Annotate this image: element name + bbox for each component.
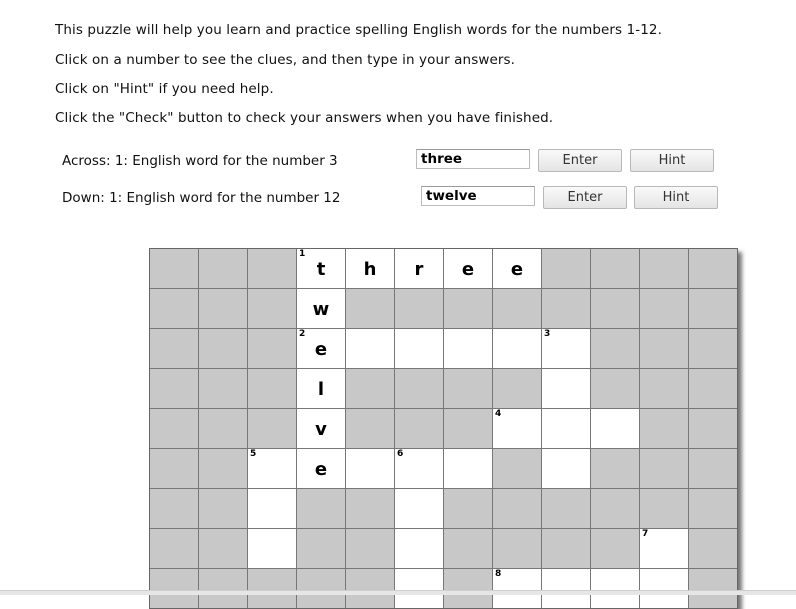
cell-letter: w	[312, 299, 330, 320]
crossword-cell-blocked	[248, 409, 296, 448]
crossword-cell-white[interactable]	[346, 329, 394, 368]
window-bottom-edge	[0, 590, 796, 595]
instruction-4: Click the "Check" button to check your answers when you have finished.	[55, 110, 554, 126]
crossword-cell-blocked	[346, 489, 394, 528]
clue-number[interactable]: 5	[250, 449, 257, 459]
across-hint-button[interactable]: Hint	[630, 149, 714, 172]
crossword-cell-blocked	[640, 369, 688, 408]
down-hint-button[interactable]: Hint	[634, 186, 718, 209]
crossword-cell-white[interactable]	[395, 489, 443, 528]
crossword-cells	[150, 249, 737, 608]
crossword-cell-blocked	[199, 529, 247, 568]
crossword-cell-blocked	[395, 369, 443, 408]
crossword-cell-white[interactable]	[444, 329, 492, 368]
crossword-cell-blocked	[444, 369, 492, 408]
crossword-cell-blocked	[444, 409, 492, 448]
cell-letter: l	[317, 379, 325, 400]
crossword-cell-white[interactable]	[493, 249, 541, 288]
crossword-cell-blocked	[689, 249, 737, 288]
crossword-cell-white[interactable]	[591, 569, 639, 608]
crossword-cell-blocked	[199, 409, 247, 448]
crossword-cell-blocked	[689, 449, 737, 488]
crossword-cell-blocked	[689, 289, 737, 328]
crossword-cell-blocked	[199, 249, 247, 288]
clue-number[interactable]: 4	[495, 409, 502, 419]
clue-number[interactable]: 3	[544, 329, 551, 339]
crossword-cell-blocked	[346, 569, 394, 608]
clue-number[interactable]: 7	[642, 529, 649, 539]
crossword-cell-white[interactable]	[444, 249, 492, 288]
crossword-cell-blocked	[248, 569, 296, 608]
crossword-cell-blocked	[689, 409, 737, 448]
clue-number[interactable]: 6	[397, 449, 404, 459]
crossword-cell-blocked	[150, 329, 198, 368]
crossword-cell-blocked	[444, 289, 492, 328]
crossword-cell-blocked	[591, 529, 639, 568]
crossword-cell-white[interactable]	[493, 569, 541, 608]
crossword-cell-blocked	[444, 529, 492, 568]
crossword-cell-white[interactable]	[297, 329, 345, 368]
crossword-cell-blocked	[689, 369, 737, 408]
crossword-cell-white[interactable]	[248, 489, 296, 528]
crossword-cell-blocked	[297, 569, 345, 608]
down-enter-button[interactable]: Enter	[543, 186, 627, 209]
crossword-cell-white[interactable]	[640, 569, 688, 608]
crossword-cell-white[interactable]	[346, 249, 394, 288]
crossword-cell-blocked	[591, 449, 639, 488]
crossword-cell-white[interactable]	[297, 409, 345, 448]
crossword-cell-blocked	[640, 289, 688, 328]
crossword-cell-white[interactable]	[395, 569, 443, 608]
crossword-cell-white[interactable]	[493, 329, 541, 368]
crossword-cell-blocked	[346, 369, 394, 408]
crossword-cell-blocked	[493, 449, 541, 488]
crossword-cell-blocked	[444, 489, 492, 528]
cell-letter: r	[414, 259, 424, 280]
crossword-cell-blocked	[591, 329, 639, 368]
cell-letter: e	[510, 259, 524, 280]
crossword-cell-blocked	[591, 289, 639, 328]
crossword-cell-blocked	[297, 489, 345, 528]
down-answer-input[interactable]	[421, 186, 535, 206]
crossword-cell-blocked	[395, 409, 443, 448]
crossword-cell-blocked	[150, 569, 198, 608]
crossword-cell-white[interactable]	[542, 329, 590, 368]
crossword-cell-white[interactable]	[297, 449, 345, 488]
crossword-cell-blocked	[493, 369, 541, 408]
crossword-cell-blocked	[199, 329, 247, 368]
instruction-1: This puzzle will help you learn and practice spelling English words for the numbers 1-12.	[55, 22, 662, 38]
instruction-3: Click on "Hint" if you need help.	[55, 81, 274, 97]
across-answer-input[interactable]	[416, 149, 530, 169]
crossword-cell-blocked	[150, 249, 198, 288]
crossword-cell-white[interactable]	[444, 449, 492, 488]
cell-letter: v	[315, 419, 327, 440]
crossword-cell-white[interactable]	[542, 369, 590, 408]
crossword-cell-blocked	[248, 289, 296, 328]
crossword-cell-white[interactable]	[591, 409, 639, 448]
crossword-cell-blocked	[199, 289, 247, 328]
cell-letter: e	[461, 259, 475, 280]
crossword-cell-blocked	[248, 329, 296, 368]
crossword-cell-blocked	[493, 289, 541, 328]
crossword-cell-blocked	[150, 409, 198, 448]
crossword-cell-white[interactable]	[395, 529, 443, 568]
crossword-cell-white[interactable]	[395, 329, 443, 368]
crossword-cell-blocked	[542, 529, 590, 568]
crossword-cell-blocked	[591, 369, 639, 408]
crossword-cell-blocked	[150, 449, 198, 488]
clue-number[interactable]: 2	[299, 329, 306, 339]
clue-number[interactable]: 8	[495, 569, 502, 579]
crossword-cell-blocked	[199, 449, 247, 488]
crossword-cell-white[interactable]	[542, 569, 590, 608]
crossword-cell-blocked	[248, 369, 296, 408]
across-enter-button[interactable]: Enter	[538, 149, 622, 172]
crossword-cell-white[interactable]	[297, 289, 345, 328]
cell-letter: e	[314, 339, 328, 360]
crossword-cell-blocked	[689, 569, 737, 608]
crossword-cell-blocked	[640, 449, 688, 488]
crossword-cell-blocked	[493, 489, 541, 528]
crossword-cell-white[interactable]	[248, 449, 296, 488]
crossword-cell-blocked	[199, 489, 247, 528]
crossword-cell-blocked	[591, 249, 639, 288]
across-clue-label: Across: 1: English word for the number 3	[62, 153, 338, 169]
crossword-cell-blocked	[640, 249, 688, 288]
clue-number[interactable]: 1	[299, 249, 306, 259]
crossword-cell-blocked	[689, 329, 737, 368]
crossword-cell-blocked	[689, 529, 737, 568]
crossword-cell-white[interactable]	[640, 529, 688, 568]
crossword-cell-white[interactable]	[297, 369, 345, 408]
across-clue-row	[62, 149, 742, 173]
crossword-cell-blocked	[689, 489, 737, 528]
cell-letter: e	[314, 459, 328, 480]
crossword-cell-white[interactable]	[395, 249, 443, 288]
crossword-cell-blocked	[150, 529, 198, 568]
crossword-cell-blocked	[248, 249, 296, 288]
crossword-cell-white[interactable]	[542, 449, 590, 488]
crossword-cell-blocked	[199, 569, 247, 608]
crossword-cell-blocked	[150, 489, 198, 528]
instruction-2: Click on a number to see the clues, and then type in your answers.	[55, 52, 516, 68]
crossword-cell-blocked	[150, 369, 198, 408]
crossword-cell-blocked	[640, 329, 688, 368]
crossword-cell-blocked	[640, 489, 688, 528]
crossword-cell-blocked	[444, 569, 492, 608]
crossword-cell-blocked	[640, 409, 688, 448]
crossword-cell-blocked	[591, 489, 639, 528]
crossword-cell-white[interactable]	[297, 249, 345, 288]
crossword-cell-blocked	[297, 529, 345, 568]
crossword-cell-blocked	[493, 529, 541, 568]
crossword-cell-blocked	[542, 249, 590, 288]
crossword-cell-blocked	[150, 289, 198, 328]
crossword-cell-blocked	[542, 289, 590, 328]
crossword-cell-white[interactable]	[542, 409, 590, 448]
down-clue-label: Down: 1: English word for the number 12	[62, 190, 341, 206]
crossword-cell-blocked	[346, 409, 394, 448]
crossword-cell-blocked	[395, 289, 443, 328]
crossword-cell-blocked	[542, 489, 590, 528]
crossword-cell-blocked	[346, 529, 394, 568]
crossword-cell-blocked	[199, 369, 247, 408]
cell-letter: h	[363, 259, 377, 280]
crossword-cell-white[interactable]	[248, 529, 296, 568]
crossword-cell-white[interactable]	[346, 449, 394, 488]
crossword-cell-white[interactable]	[395, 449, 443, 488]
crossword-cell-white[interactable]	[493, 409, 541, 448]
crossword-cell-blocked	[346, 289, 394, 328]
cell-letter: t	[316, 259, 326, 280]
crossword-grid	[149, 248, 738, 609]
down-clue-row	[62, 186, 742, 210]
